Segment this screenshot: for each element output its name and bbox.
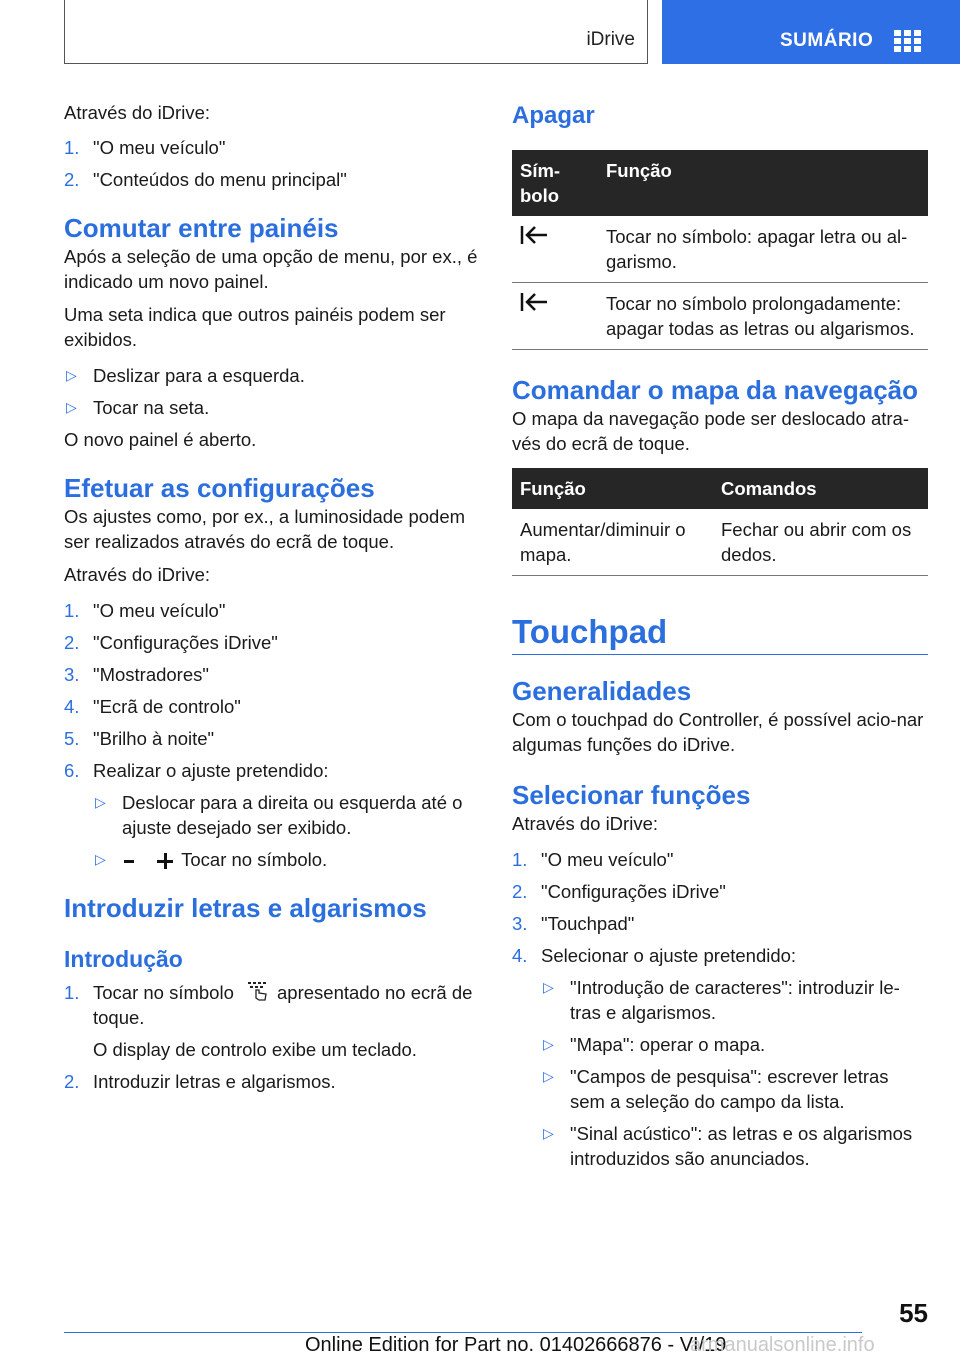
list-item: 3. "Mostradores" (64, 664, 209, 685)
paragraph: Com o touchpad do Controller, é possível acio-nar algumas funções do iDrive. (512, 709, 924, 755)
touchpad-sub-bullets (541, 975, 928, 1171)
keyboard-hand-icon (247, 981, 269, 1001)
delete-table (512, 150, 928, 350)
letters-steps (64, 980, 479, 1094)
list-item: 1. "O meu veículo" (512, 849, 674, 870)
left-column (64, 100, 479, 1101)
table-row: Aumentar/diminuir o mapa. Fechar ou abrir com os dedos. (512, 509, 928, 576)
list-item: 2. "Configurações iDrive" (64, 632, 278, 653)
triangle-bullet-icon: ▷ (543, 979, 554, 995)
table-header: Comandos (713, 468, 928, 509)
triangle-bullet-icon: ▷ (95, 794, 106, 810)
header-section-box (64, 0, 648, 64)
right-column (512, 100, 928, 1178)
intro-text: Através do iDrive: (64, 102, 210, 123)
paragraph: O mapa da navegação pode ser deslocado atra-vés do ecrã de toque. (512, 408, 909, 454)
paragraph: Os ajustes como, por ex., a luminosidade podem ser realizados através do ecrã de toque. (64, 506, 466, 552)
list-item: 1. "O meu veículo" (64, 137, 226, 158)
paragraph: Após a seleção de uma opção de menu, por ex., é indicado um novo painel. (64, 246, 478, 292)
triangle-bullet-icon: ▷ (543, 1036, 554, 1052)
touchpad-steps (512, 847, 928, 1171)
paragraph: O display de controlo exibe um teclado. (93, 1039, 417, 1060)
plus-icon (157, 853, 173, 869)
list-item: 1. "O meu veículo" (64, 600, 226, 621)
list-item: 2. "Configurações iDrive" (512, 881, 726, 902)
list-item: ▷ Tocar no símbolo. (95, 849, 328, 870)
list-item: 4. "Ecrã de controlo" (64, 696, 241, 717)
grid-icon (894, 30, 922, 52)
list-item: 6. Realizar o ajuste pretendido: ▷ Deslocar para a direita ou esquerda até o ajuste desejado ser exibido. ▷ Tocar no símbolo. (64, 758, 479, 872)
list-item: 3. "Touchpad" (512, 913, 635, 934)
list-item: ▷ "Mapa": operar o mapa. (543, 1034, 766, 1055)
list-item: 2. Introduzir letras e algarismos. (64, 1071, 336, 1092)
table-row: Tocar no símbolo: apagar letra ou al-garismo. (512, 216, 928, 283)
list-item: ▷ Deslizar para a esquerda. (66, 365, 305, 386)
table-header: Sím-bolo (512, 150, 598, 216)
paragraph: O novo painel é aberto. (64, 429, 257, 450)
heading-letters: Introduzir letras e algarismos (64, 893, 427, 923)
settings-steps (64, 598, 479, 872)
backspace-icon (520, 224, 550, 246)
heading-map: Comandar o mapa da navegação (512, 375, 919, 405)
minus-icon (124, 860, 134, 863)
list-item: ▷ "Campos de pesquisa": escrever letras sem a seleção do campo da lista. (543, 1066, 889, 1112)
list-item: 1. Tocar no símbolo apresentado no ecrã de toque. O display de controlo exibe um teclado. (64, 980, 479, 1062)
page-number: 55 (899, 1298, 928, 1328)
triangle-bullet-icon: ▷ (66, 399, 77, 415)
map-table (512, 468, 928, 576)
heading-settings: Efetuar as configurações (64, 473, 375, 503)
intro-steps (64, 135, 479, 192)
summary-button[interactable] (662, 0, 960, 64)
heading-touchpad: Touchpad (512, 613, 668, 650)
summary-label: SUMÁRIO (780, 30, 874, 51)
triangle-bullet-icon: ▷ (543, 1125, 554, 1141)
list-item: 4. Selecionar o ajuste pretendido: ▷ "Introdução de caracteres": introduzir le-tras e algarismos. ▷ "Mapa": operar o mapa. ▷ "Campos de pesquisa": escrever letras sem a seleção do campo da lista. ▷ "Sinal acústico": as letras e os algarismos introduzidos são anunciados. (512, 943, 928, 1171)
switch-bullets (64, 363, 479, 420)
list-item: 2. "Conteúdos do menu principal" (64, 169, 347, 190)
triangle-bullet-icon: ▷ (543, 1068, 554, 1084)
paragraph: Através do iDrive: (512, 813, 658, 834)
table-row: Tocar no símbolo prolongadamente: apagar todas as letras ou algarismos. (512, 283, 928, 350)
subheading-introduction: Introdução (64, 946, 183, 972)
header-section-title: iDrive (586, 29, 635, 50)
heading-select-functions: Selecionar funções (512, 780, 751, 810)
heading-switch-panels: Comutar entre painéis (64, 213, 339, 243)
settings-sub-bullets (93, 790, 479, 872)
footer-divider (64, 1332, 862, 1333)
paragraph: Uma seta indica que outros painéis podem ser exibidos. (64, 304, 446, 350)
paragraph: Através do iDrive: (64, 564, 210, 585)
table-header: Função (512, 468, 713, 509)
footer-watermark: armanualsonline.info (690, 1334, 875, 1356)
triangle-bullet-icon: ▷ (66, 367, 77, 383)
list-item: ▷ "Sinal acústico": as letras e os algarismos introduzidos são anunciados. (543, 1123, 913, 1169)
backspace-icon (520, 291, 550, 313)
heading-general: Generalidades (512, 676, 692, 706)
list-item: ▷ Deslocar para a direita ou esquerda até o ajuste desejado ser exibido. (95, 792, 463, 838)
heading-delete: Apagar (512, 102, 595, 129)
triangle-bullet-icon: ▷ (95, 851, 106, 867)
list-item: ▷ Tocar na seta. (66, 397, 210, 418)
list-item: 5. "Brilho à noite" (64, 728, 215, 749)
table-header: Função (598, 150, 928, 216)
list-item: ▷ "Introdução de caracteres": introduzir le-tras e algarismos. (543, 977, 900, 1023)
footer-edition: Online Edition for Part no. 01402666876 - VI/19 (305, 1334, 727, 1356)
touchpad-title-block (512, 612, 928, 655)
